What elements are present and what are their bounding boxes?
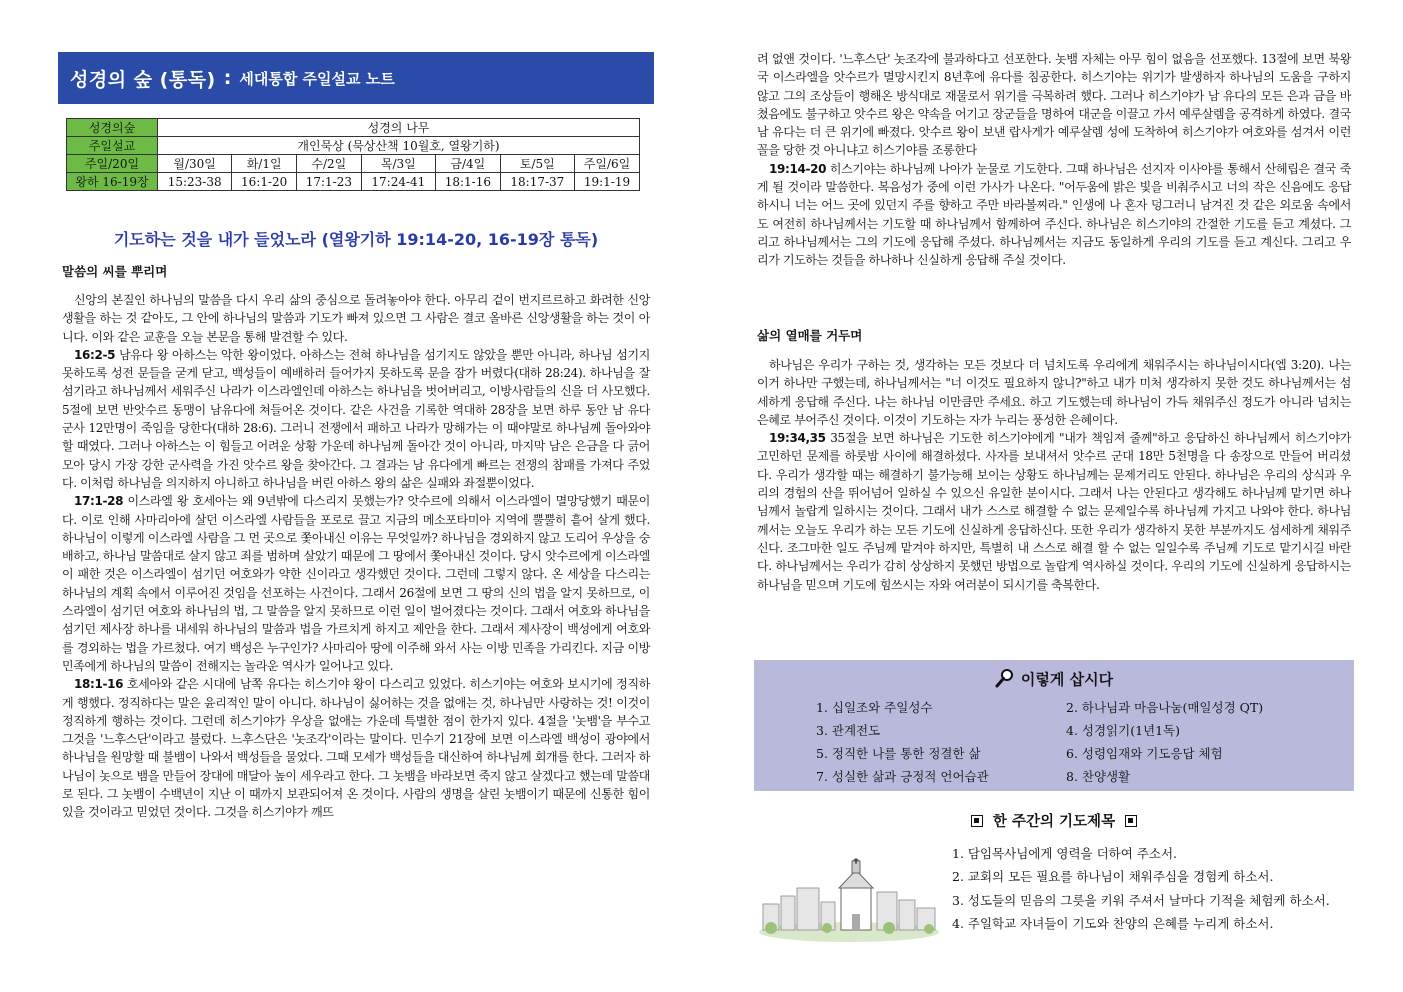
live-like-this-title [754, 668, 1354, 692]
paragraph: 하나님은 우리가 구하는 것, 생각하는 모든 것보다 더 넘치도록 우리에게 채워주시는 하나님이시다(엡 3:20). 나는 이거 하나만 구했는데, 하나님께서는 "너 이것도 필요하지 않니?"하고 내가 미처 생각하지 못한 것도 하나님께서는 섬세하게 응답해 주신다. 나는 하나님 이만큼만 주세요. 하고 기도했는데 하나님이 가득 채워주신 정도가 아니라 넘치는 은혜로 부어주신 것이다. 이것이 기도하는 자가 누리는 풍성한 은혜이다. [757, 358, 1351, 427]
live-like-this-box [754, 660, 1354, 791]
scripture-ref: 19:34,35 [769, 431, 826, 446]
paragraph [62, 346, 650, 492]
paragraph-text: 히스기야는 하나님께 나아가 눈물로 기도한다. 그때 하나님은 선지자 이사야를 통해서 산헤립은 결국 죽게 될 것이라 말씀한다. 복음성가 중에 이런 가사가 나온다. "어두움에 밝은 빛을 비춰주시고 너의 작은 신음에도 응답하시니 너는 어느 곳에 있던지 주를 향하고 주만 바라볼찌라." 인생에 나 혼자 덩그러니 남겨진 것 같은 외로움 속에서도 여전히 하나님께서는 기도할 때 하나님께서 함께하여 주신다. 하나님은 히스기야의 간절한 기도를 듣고 계셨다. 그리고 하나님께서는 그의 기도에 응답해 주셨다. 하나님께서는 지금도 동일하게 우리의 기도를 듣고 계신다. 그리고 우리가 기도하는 것들을 하나하나 신실하게 응답해 주실 것이다. [757, 161, 1351, 268]
scripture-ref: 16:2-5 [74, 347, 116, 362]
schedule-cell: 18:1-16 [436, 173, 501, 191]
schedule-cell: 수/2일 [297, 155, 362, 173]
schedule-row [67, 137, 640, 155]
schedule-cell: 목/3일 [361, 155, 435, 173]
prayer-topics-list [952, 842, 1352, 935]
schedule-row-label: 성경의숲 [67, 119, 158, 137]
schedule-cell: 17:1-23 [297, 173, 362, 191]
schedule-row [67, 155, 640, 173]
schedule-row-label: 왕하 16-19장 [67, 173, 158, 191]
left-column-body [62, 291, 650, 822]
scripture-ref: 17:1-28 [74, 494, 124, 509]
header-subtitle: 세대통합 주일설교 노트 [239, 69, 395, 88]
church-illustration [757, 858, 942, 942]
paragraph: 신앙의 본질인 하나님의 말씀을 다시 우리 삶의 중심으로 돌려놓아야 한다. 아무리 겉이 번지르르하고 화려한 신앙생활을 하는 것 같아도, 그 안에 하나님의 말씀과 기도가 빠져 있으면 그 사람은 결코 올바른 신앙생활을 하는 것이 아니다. 이와 같은 교훈을 오늘 본문을 통해 발견할 수 있다. [62, 293, 650, 344]
magnifier-icon [995, 668, 1015, 692]
schedule-row [67, 173, 640, 191]
sermon-title: 기도하는 것을 내가 들었노라 (열왕기하 19:14-20, 16-19장 통독) [113, 230, 599, 249]
square-bullet-icon [971, 815, 983, 827]
list-item: 1. 담임목사님에게 영력을 더하여 주소서. [952, 846, 1177, 861]
paragraph-text: 남유다 왕 아하스는 악한 왕이었다. 아하스는 전혀 하나님을 섬기지도 않았을 뿐만 아니라, 하나님 섬기지 못하도록 성전 문들을 굳게 닫고, 백성들이 예배하러 들어가지 못하도록 문을 잠가 버렸다(대하 28:24). 하나님을 잘 섬기라고 하나님께서 세워주신 나라가 이스라엘인데 아하스는 하나님을 벗어버리고, 이방사람들의 신을 더 사모했다. 5절에 보면 반앗수르 동맹이 남유다에 쳐들어온 것이다. 같은 사건을 기록한 역대하 28장을 보면 하루 동안 남 유다 군사 12만명이 죽임을 당한다(대하 28:6). 그러니 전쟁에서 패하고 나라가 망해가는 이 때야말로 하나님께 돌아와야 할 때였다. 그러나 아하스는 이 힘들고 어려운 상황 가운데 하나님께 돌아간 것이 아니라, 마지막 남은 은금을 다 긁어 모아 당시 가장 강한 군사력을 가진 앗수르 왕을 찾아간다. 그 결과는 남 유다에게 빠르는 전쟁의 참패를 가져다 주었다. 이처럼 하나님을 의지하지 아니하고 하나님을 버린 아하스 왕의 삶은 실패와 좌절뿐이었다. [62, 347, 650, 490]
list-item: 8. 찬양생활 [1066, 769, 1131, 784]
schedule-cell: 금/4일 [436, 155, 501, 173]
scripture-ref: 19:14-20 [769, 161, 827, 176]
list-item: 2. 교회의 모든 필요를 하나님이 채워주심을 경험케 하소서. [952, 869, 1274, 885]
list-item: 4. 성경읽기(1년1독) [1066, 723, 1181, 738]
scripture-ref: 18:1-16 [74, 677, 124, 692]
schedule-cell: 화/1일 [232, 155, 297, 173]
paragraph-text: 이스라엘 왕 호세아는 왜 9년밖에 다스리지 못했는가? 앗수르에 의해서 이스라엘이 멸망당했기 때문이다. 이로 인해 사마리아에 살던 이스라엘 사람들을 포로로 끌고 지금의 메소포타미아 지역에 뿔뿔히 흩어 살게 했다. 하나님이 이렇게 이스라엘 사람을 그 먼 곳으로 쫓아내신 이유는 무엇일까? 하나님을 경외하지 않고 도리어 우상을 숭배하고, 하나님 말씀대로 살지 않고 죄를 범하며 살았기 때문에 그 땅에서 쫓아내신 것이다. 당시 앗수르에게 이스라엘이 패한 것은 이스라엘이 섬기던 여호와가 약한 신이라고 생각했던 것이다. 그런데 그렇지 않다. 온 세상을 다스리는 하나님의 계획 속에서 이루어진 것임을 선포하는 사건이다. 그래서 26절에 보면 그 땅의 신의 법을 알지 못하므로, 이스라엘이 섬기던 여호와 하나님의 법, 그 말씀을 알지 못하므로 이런 일이 벌어졌다는 것이다. 그래서 여호와 하나님을 섬기던 제사장 하나를 내세워 하나님의 말씀과 법을 가르치게 하지고 제안을 한다. 그래서 제사장이 백성에게 여호와를 경외하는 법을 가르쳤다. 여기 백성은 누구인가? 사마리아 땅에 이주해 와서 사는 이방 민족을 가리킨다. 지금 이방 민족에게 하나님의 말씀이 전해지는 놀라운 역사가 일어나고 있다. [62, 494, 650, 673]
list-item: 1. 십일조와 주일성수 [816, 700, 933, 715]
section-heading-harvest: 삶의 열매를 거두며 [757, 328, 863, 343]
square-bullet-icon [1125, 815, 1137, 827]
list-item: 6. 성령임재와 기도응답 체험 [1066, 746, 1223, 761]
schedule-cell: 18:17-37 [500, 173, 574, 191]
live-like-this-list [816, 698, 1336, 787]
schedule-cell: 15:23-38 [158, 173, 232, 191]
prayer-topics-title [754, 810, 1354, 831]
schedule-cell: 토/5일 [500, 155, 574, 173]
paragraph [757, 160, 1351, 270]
list-item: 5. 정직한 나를 통한 정결한 삶 [816, 746, 981, 761]
prayer-topics-label: 한 주간의 기도제목 [992, 814, 1116, 830]
schedule-cell: 개인묵상 (묵상산책 10월호, 열왕기하) [158, 137, 640, 155]
list-item: 3. 관계전도 [816, 723, 881, 738]
schedule-row-label: 주일설교 [67, 137, 158, 155]
schedule-cell: 성경의 나무 [158, 119, 640, 137]
list-item: 7. 성실한 삶과 긍정적 언어습관 [816, 769, 989, 784]
reading-schedule-table [66, 118, 640, 191]
schedule-cell: 19:1-19 [575, 173, 640, 191]
harvest-section-body [757, 356, 1351, 594]
paragraph [757, 429, 1351, 594]
paragraph-text: 35절을 보면 하나님은 기도한 히스기야에게 "내가 책임져 줄께"하고 응답하신 하나님께서 히스기야가 고민하던 문제를 하룻밤 사이에 해결하셨다. 사자를 보내셔서 앗수르 군대 18만 5천명을 다 송장으로 만들어 버리셨다. 우리가 생각할 때는 해결하기 불가능해 보이는 상황도 하나님께는 문제거리도 안된다. 하나님은 우리의 상식과 우리의 경험의 산을 뛰어넘어 일하실 수 있으신 유일한 분이시다. 그래서 나는 안된다고 생각해도 하나님께 맡기면 하나님께서 놀랍게 일하시는 것이다. 그래서 내가 스스로 해결할 수 없는 문제일수록 하나님께 가지고 나와야 한다. 하나님께서는 오늘도 우리가 하는 모든 기도에 신실하게 응답하신다. 또한 우리가 생각하지 못한 부분까지도 섬세하게 채워주신다. 조그마한 일도 주님께 맡겨야 하지만, 특별히 내 스스로 해결 할 수 없는 일일수록 주님께 기도로 맡기시길 바란다. 하나님께서는 우리가 감히 상상하지 못했던 방법으로 놀랍게 역사하실 것이다. 우리의 기도에 신실하게 응답하시는 하나님을 믿으며 기도에 힘쓰시는 자와 여러분이 되시기를 축복한다. [757, 431, 1351, 592]
header-main-title: 성경의 숲 (통독) [70, 68, 216, 91]
paragraph: 려 없앤 것이다. '느후스단' 놋조각에 불과하다고 선포한다. 놋뱀 자체는 아무 힘이 없음을 선포했다. 13절에 보면 북왕국 이스라엘을 앗수르가 멸망시킨지 8년후에 유다를 침공한다. 히스기야는 위기가 발생하자 하나님의 도움을 구하지 않고 그의 조상들이 행해온 방식대로 재물로서 위기를 극복하려 했다. 그러나 히스기야가 남 유다의 모든 은과 금을 바쳤음에도 불구하고 앗수르 왕은 약속을 어기고 장군들을 명하여 대군을 이끌고 가서 예루살렘을 공격하게 하였다. 결국 남 유다는 더 큰 위기에 빠졌다. 앗수르 왕이 보낸 랍사게가 예루살렘 성에 도착하여 히스기야가 여호와를 섬겨서 이런 꼴을 당한 것 아니냐고 히스기야를 조롱한다 [757, 52, 1351, 158]
schedule-cell: 16:1-20 [232, 173, 297, 191]
section-heading-sow: 말씀의 씨를 뿌리며 [62, 264, 168, 279]
schedule-cell: 17:24-41 [361, 173, 435, 191]
schedule-row [67, 119, 640, 137]
paragraph-text: 호세아와 같은 시대에 남쪽 유다는 히스기야 왕이 다스리고 있었다. 히스기야는 여호와 보시기에 정직하게 행했다. 정직하다는 말은 윤리적인 말이 아니다. 하나님이 싫어하는 것을 없애는 것, 하나님만 사랑하는 것! 이것이 정직하게 행하는 것이다. 그런데 히스기야가 우상을 없애는 가운데 특별한 점이 한가지 있다. 4절을 '놋뱀'을 부수고 그것을 '느후스단'이라고 불렀다. 느후스단은 '놋조각'이라는 말이다. 민수기 21장에 보면 이스라엘 백성이 광야에서 하나님을 원망할 때 불뱀이 나와서 백성들을 물었다. 그때 모세가 백성들을 대신하여 하나님께 회개를 한다. 그러자 하나님이 놋으로 뱀을 만들어 장대에 매달아 높이 세우라고 한다. 그 놋뱀을 바라보면 죽지 않고 살겠다고 했는데 말씀대로 된다. 그 놋뱀이 수백년이 지난 이 때까지 보관되어져 온 것이다. 사람의 생명을 살린 놋뱀이기 때문에 신통한 힘이 있을 것이라고 믿었던 것이다. 그것을 히스기야가 깨뜨 [62, 677, 650, 820]
schedule-row-label: 주일/20일 [67, 155, 158, 173]
header-separator: : [223, 67, 232, 89]
list-item: 2. 하나님과 마음나눔(매일성경 QT) [1066, 700, 1264, 715]
list-item: 4. 주일학교 자녀들이 기도와 찬양의 은혜를 누리게 하소서. [952, 915, 1274, 931]
paragraph [62, 675, 650, 821]
list-item: 3. 성도들의 믿음의 그릇을 키워 주셔서 날마다 기적을 체험케 하소서. [952, 892, 1330, 908]
newsletter-header [58, 52, 654, 104]
schedule-cell: 주일/6일 [575, 155, 640, 173]
schedule-cell: 월/30일 [158, 155, 232, 173]
paragraph [62, 492, 650, 675]
right-column-body [757, 50, 1351, 270]
live-like-this-label: 이렇게 삽시다 [1020, 670, 1114, 689]
